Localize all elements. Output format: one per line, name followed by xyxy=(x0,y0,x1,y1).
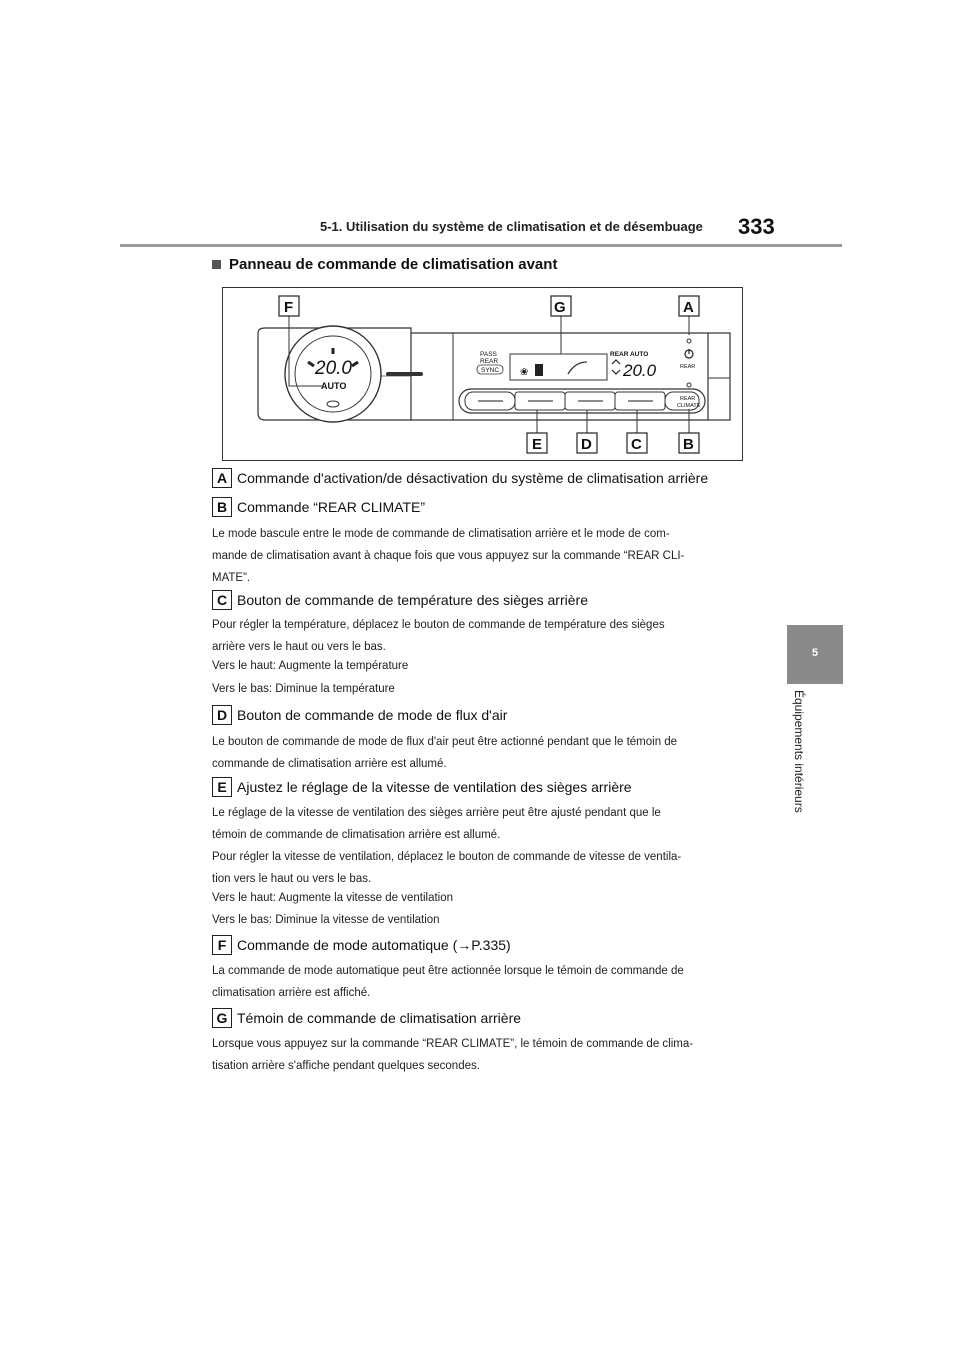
rear-button-label: REAR xyxy=(680,364,696,370)
item-g-letter: G xyxy=(212,1008,232,1028)
page-number: 333 xyxy=(738,214,775,239)
item-g-text: Témoin de commande de climatisation arrière xyxy=(237,1010,522,1026)
item-c-line-4: Vers le bas: Diminue la température xyxy=(212,683,395,695)
item-e-line-3: Pour régler la vitesse de ventilation, déplacez le bouton de commande de vitesse de ventila- xyxy=(212,851,682,863)
item-f-title xyxy=(212,935,511,955)
svg-text:C: C xyxy=(631,436,642,453)
item-e-title xyxy=(212,777,632,797)
control-panel-illustration xyxy=(223,288,742,460)
item-d-text: Bouton de commande de mode de flux d'air xyxy=(237,707,508,723)
item-e-line-2: témoin de commande de climatisation arrière est allumé. xyxy=(212,829,501,841)
section-heading xyxy=(212,256,557,273)
item-g-line-2: tisation arrière s'affiche pendant quelques secondes. xyxy=(212,1060,480,1072)
item-c-line-1: Pour régler la température, déplacez le bouton de commande de température des sièges xyxy=(212,619,665,631)
callout-d xyxy=(577,433,597,453)
item-g-title xyxy=(212,1008,521,1028)
callout-g xyxy=(551,296,571,316)
airflow-icon xyxy=(568,362,587,374)
item-b-line-1: Le mode bascule entre le mode de commande de climatisation arrière et le mode de com- xyxy=(212,528,670,540)
item-c-text: Bouton de commande de température des sièges arrière xyxy=(237,592,588,608)
fan-icon: ❀ xyxy=(520,367,529,378)
item-b-line-2: mande de climatisation avant à chaque fois que vous appuyez sur la commande “REAR CLI- xyxy=(212,550,685,562)
callout-c xyxy=(627,433,647,453)
svg-text:G: G xyxy=(554,299,566,316)
sync-label: SYNC xyxy=(481,367,500,374)
fan-level-icon xyxy=(535,364,543,376)
callout-e xyxy=(527,433,547,453)
svg-text:A: A xyxy=(683,299,694,316)
item-e-line-4: tion vers le haut ou vers le bas. xyxy=(212,873,372,885)
item-f-line-1: La commande de mode automatique peut être actionnée lorsque le témoin de commande de xyxy=(212,965,684,977)
rear-climate-indicator-light xyxy=(687,383,691,387)
item-b-line-3: MATE”. xyxy=(212,572,251,584)
item-c-line-2: arrière vers le haut ou vers le bas. xyxy=(212,641,386,653)
item-b-letter: B xyxy=(212,497,232,517)
item-g-line-1: Lorsque vous appuyez sur la commande “REAR CLIMATE”, le témoin de commande de clima- xyxy=(212,1038,694,1050)
item-c-title xyxy=(212,590,588,610)
item-b-title xyxy=(212,497,425,517)
callout-b xyxy=(679,433,699,453)
control-panel-figure xyxy=(222,287,743,461)
svg-text:B: B xyxy=(683,436,694,453)
svg-text:F: F xyxy=(284,299,294,316)
chapter-label: Équipements intérieurs xyxy=(792,690,806,813)
section-heading-text: Panneau de commande de climatisation avant xyxy=(229,256,558,273)
item-e-letter: E xyxy=(212,777,232,797)
right-panel-housing xyxy=(708,333,730,420)
item-a-letter: A xyxy=(212,468,232,488)
front-temperature-readout: 20.0 xyxy=(315,358,352,379)
item-e-line-5: Vers le haut: Augmente la vitesse de ventilation xyxy=(212,892,454,904)
item-c-line-3: Vers le haut: Augmente la température xyxy=(212,660,409,672)
item-c-letter: C xyxy=(212,590,232,610)
rear-climate-label-line1: REAR xyxy=(680,396,696,402)
item-f-line-2: climatisation arrière est affiché. xyxy=(212,987,371,999)
temp-arrows-icon xyxy=(612,360,620,374)
chapter-number: 5 xyxy=(811,647,819,659)
item-e-line-6: Vers le bas: Diminue la vitesse de ventilation xyxy=(212,914,440,926)
item-e-text: Ajustez le réglage de la vitesse de ventilation des sièges arrière xyxy=(237,779,632,795)
callout-f xyxy=(279,296,299,316)
pass-label: PASS xyxy=(480,351,497,358)
rear-auto-label: REAR AUTO xyxy=(610,351,649,358)
rear-indicator-light xyxy=(687,339,691,343)
item-a-text: Commande d'activation/de désactivation du système de climatisation arrière xyxy=(237,470,709,486)
item-d-letter: D xyxy=(212,705,232,725)
auto-label: AUTO xyxy=(321,381,347,391)
svg-text:E: E xyxy=(532,436,543,453)
header-rule xyxy=(120,244,842,247)
item-a-title xyxy=(212,468,708,488)
running-header: 5-1. Utilisation du système de climatisation et de désembuage xyxy=(320,219,703,234)
item-f-text: Commande de mode automatique (→P.335) xyxy=(237,937,511,953)
callout-a xyxy=(679,296,699,316)
heading-bullet-icon xyxy=(212,260,221,269)
chapter-tab xyxy=(787,625,843,684)
rear-climate-label-line2: CLIMATE xyxy=(677,403,701,409)
rear-temperature-readout: 20.0 xyxy=(623,361,657,380)
item-d-line-2: commande de climatisation arrière est allumé. xyxy=(212,758,447,770)
item-b-text: Commande “REAR CLIMATE” xyxy=(237,499,426,515)
item-d-title xyxy=(212,705,507,725)
item-d-line-1: Le bouton de commande de mode de flux d'air peut être actionné pendant que le témoin de xyxy=(212,736,678,748)
rear-label: REAR xyxy=(480,358,499,365)
item-f-letter: F xyxy=(212,935,232,955)
item-e-line-1: Le réglage de la vitesse de ventilation des sièges arrière peut être ajusté pendant que le xyxy=(212,807,661,819)
svg-text:D: D xyxy=(581,436,592,453)
